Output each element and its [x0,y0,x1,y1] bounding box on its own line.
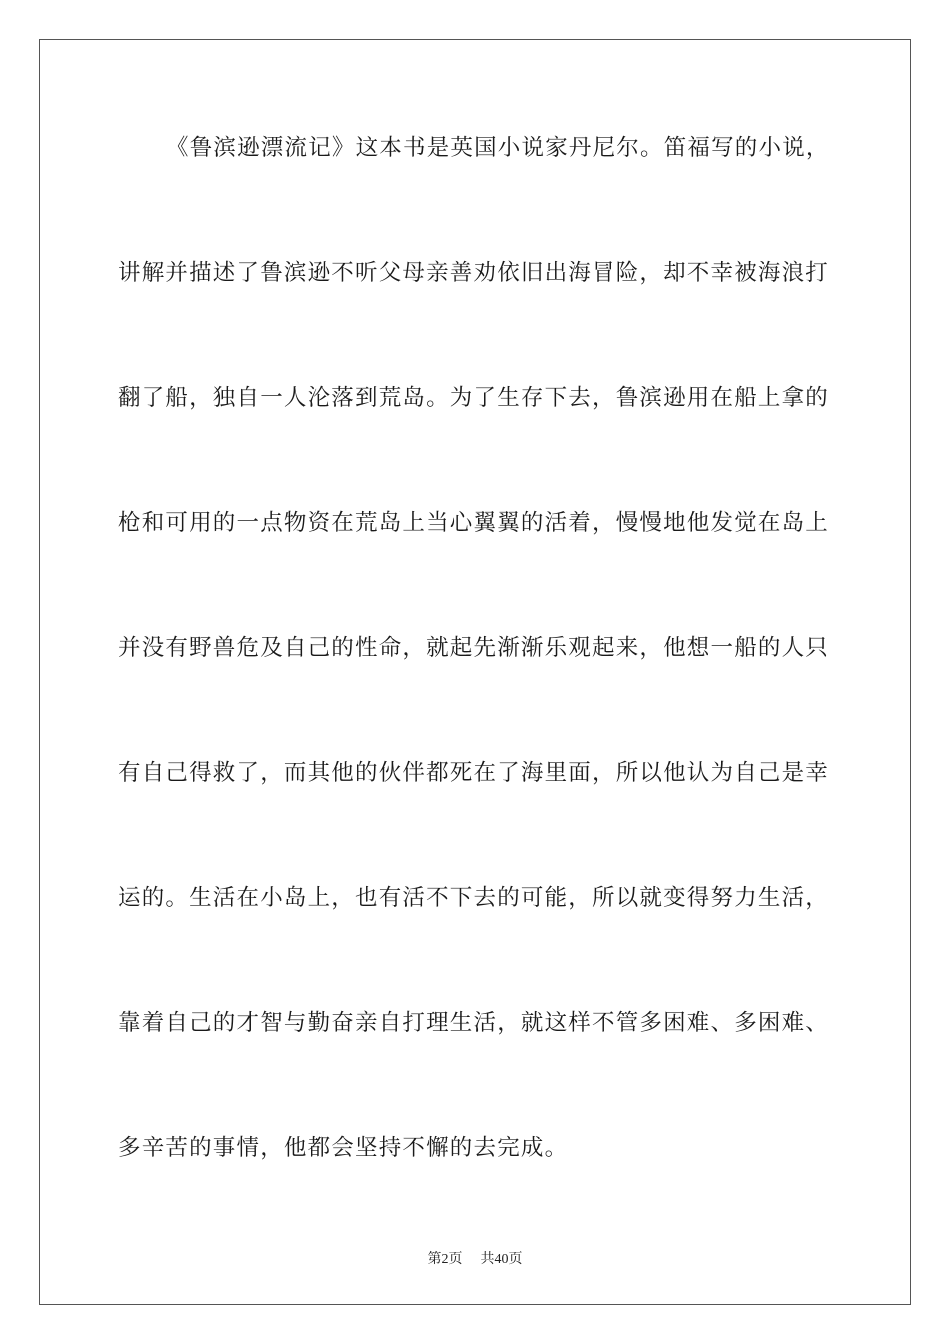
text-line-7: 运的。生活在小岛上，也有活不下去的可能，所以就变得努力生活， [118,885,830,911]
text-line-6: 有自己得救了，而其他的伙伴都死在了海里面，所以他认为自己是幸 [118,760,830,786]
text-line-3: 翻了船，独自一人沦落到荒岛。为了生存下去，鲁滨逊用在船上拿的 [118,385,830,411]
text-line-1: 《鲁滨逊漂流记》这本书是英国小说家丹尼尔。笛福写的小说， [166,135,830,161]
text-line-4: 枪和可用的一点物资在荒岛上当心翼翼的活着，慢慢地他发觉在岛上 [118,510,830,536]
text-line-8: 靠着自己的才智与勤奋亲自打理生活，就这样不管多困难、多困难、 [118,1010,830,1036]
body-paragraph [118,120,838,1245]
text-line-2: 讲解并描述了鲁滨逊不听父母亲善劝依旧出海冒险，却不幸被海浪打 [118,260,830,286]
page-number: 第2页 [427,1252,463,1267]
page-footer [0,1248,950,1268]
text-line-9: 多辛苦的事情，他都会坚持不懈的去完成。 [118,1135,569,1161]
page-total: 共40页 [480,1252,523,1267]
text-line-5: 并没有野兽危及自己的性命，就起先渐渐乐观起来，他想一船的人只 [118,635,830,661]
